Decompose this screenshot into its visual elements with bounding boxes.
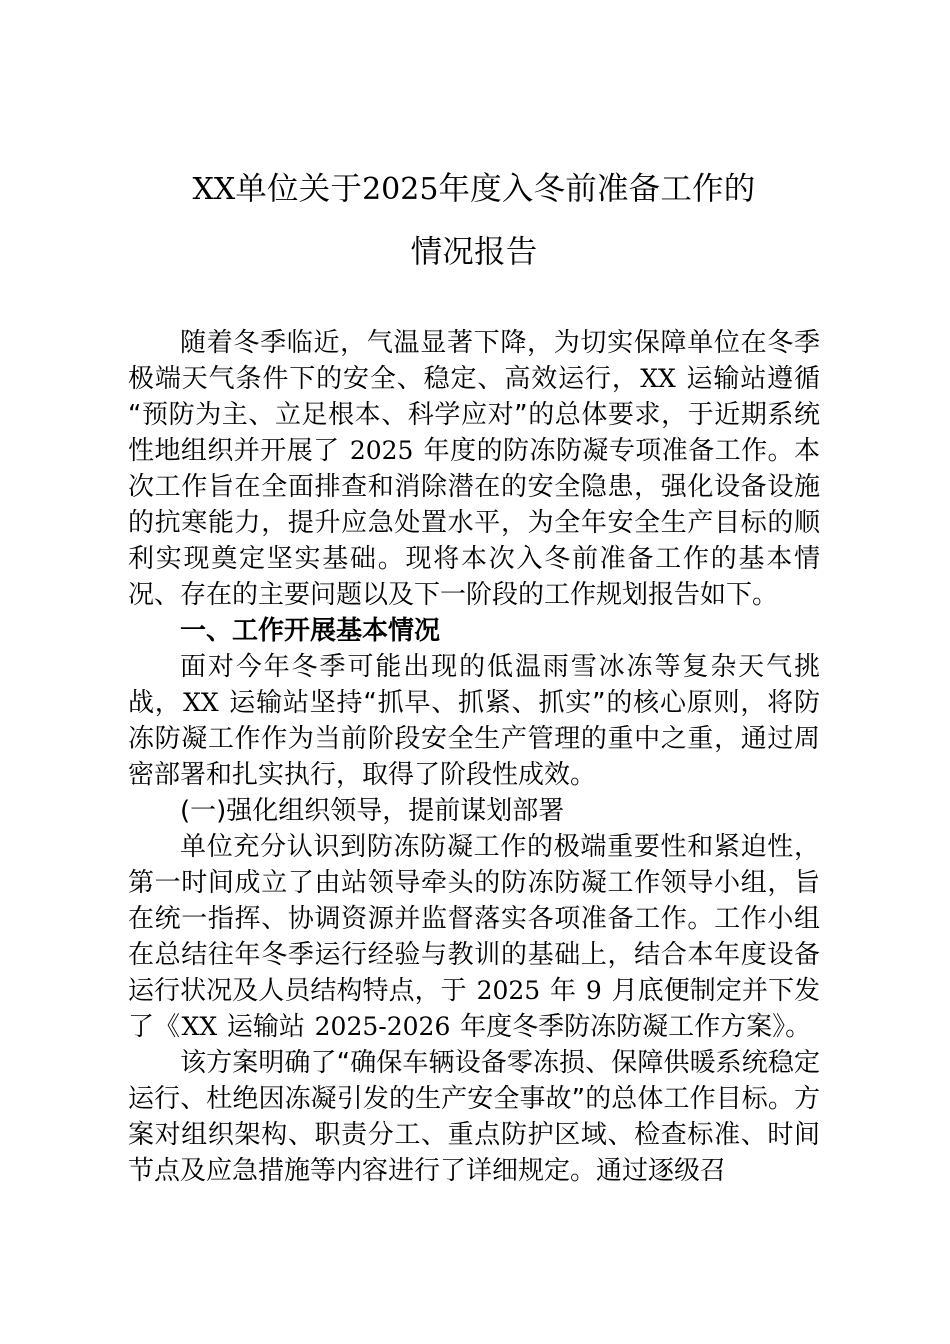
document-title (128, 0, 820, 283)
subheading-one-one: (一)强化组织领导，提前谋划部署 (180, 796, 565, 826)
latin-run: 2025 (476, 976, 541, 1005)
document-body (128, 283, 820, 1189)
title-han-segment-1: 单位关于 (235, 171, 363, 207)
document-title-line-1 (128, 158, 820, 221)
title-han-segment-2: 年度入冬前准备工作的 (438, 171, 756, 207)
latin-run: XX (181, 1012, 218, 1041)
paragraph-overview: 随着冬季临近，气温显著下降，为切实保障单位在冬季极端天气条件下的安全、稳定、高效运行，XX 运输站遵循“预防为主、立足根本、科学应对”的总体要求，于近期系统性地组织并开展了 2025 年度的防冻防凝专项准备工作。本次工作旨在全面排查和消除潜在的安全隐患，强化设备设施的抗寒能力，提升应急处置水平，为全年安全生产目标的顺利实现奠定坚实基础。现将本次入冬前准备工作的基本情况、存在的主要问题以及下一阶段的工作规划报告如下。 (128, 328, 820, 610)
heading-section-one: 一、工作开展基本情况 (180, 616, 441, 646)
latin-run: XX (183, 688, 219, 717)
document-text-column (128, 0, 820, 1344)
document-title-line-2: 情况报告 (410, 234, 538, 270)
paragraph-leadership-group: 单位充分认识到防冻防凝工作的极端重要性和紧迫性，第一时间成立了由站领导牵头的防冻防凝工作领导小组，旨在统一指挥、协调资源并监督落实各项准备工作。工作小组在总结往年冬季运行经验与教训的基础上，结合本年度设备运行状况及人员结构特点，于 2025 年 9 月底便制定并下发了《XX 运输站 2025-2026 年度冬季防冻防凝工作方案》。 (128, 832, 820, 1042)
title-latin-year: 2025 (362, 172, 439, 207)
paragraph-plan-objectives: 该方案明确了“确保车辆设备零冻损、保障供暖系统稳定运行、杜绝因冻凝引发的生产安全事故”的总体工作目标。方案对组织架构、职责分工、重点防护区域、检查标准、时间节点及应急措施等内容进行了详细规定。通过逐级召 (128, 1048, 820, 1186)
latin-run: 2025-2026 (314, 1012, 451, 1041)
title-latin-xx: XX (192, 172, 236, 207)
paragraph-section-one-intro: 面对今年冬季可能出现的低温雨雪冰冻等复杂天气挑战，XX 运输站坚持“抓早、抓紧、抓实”的核心原则，将防冻防凝工作作为当前阶段安全生产管理的重中之重，通过周密部署和扎实执行，取得了阶段性成效。 (128, 652, 820, 790)
latin-run: 2025 (349, 436, 414, 465)
latin-run: 9 (585, 976, 602, 1005)
latin-run: XX (640, 364, 676, 393)
